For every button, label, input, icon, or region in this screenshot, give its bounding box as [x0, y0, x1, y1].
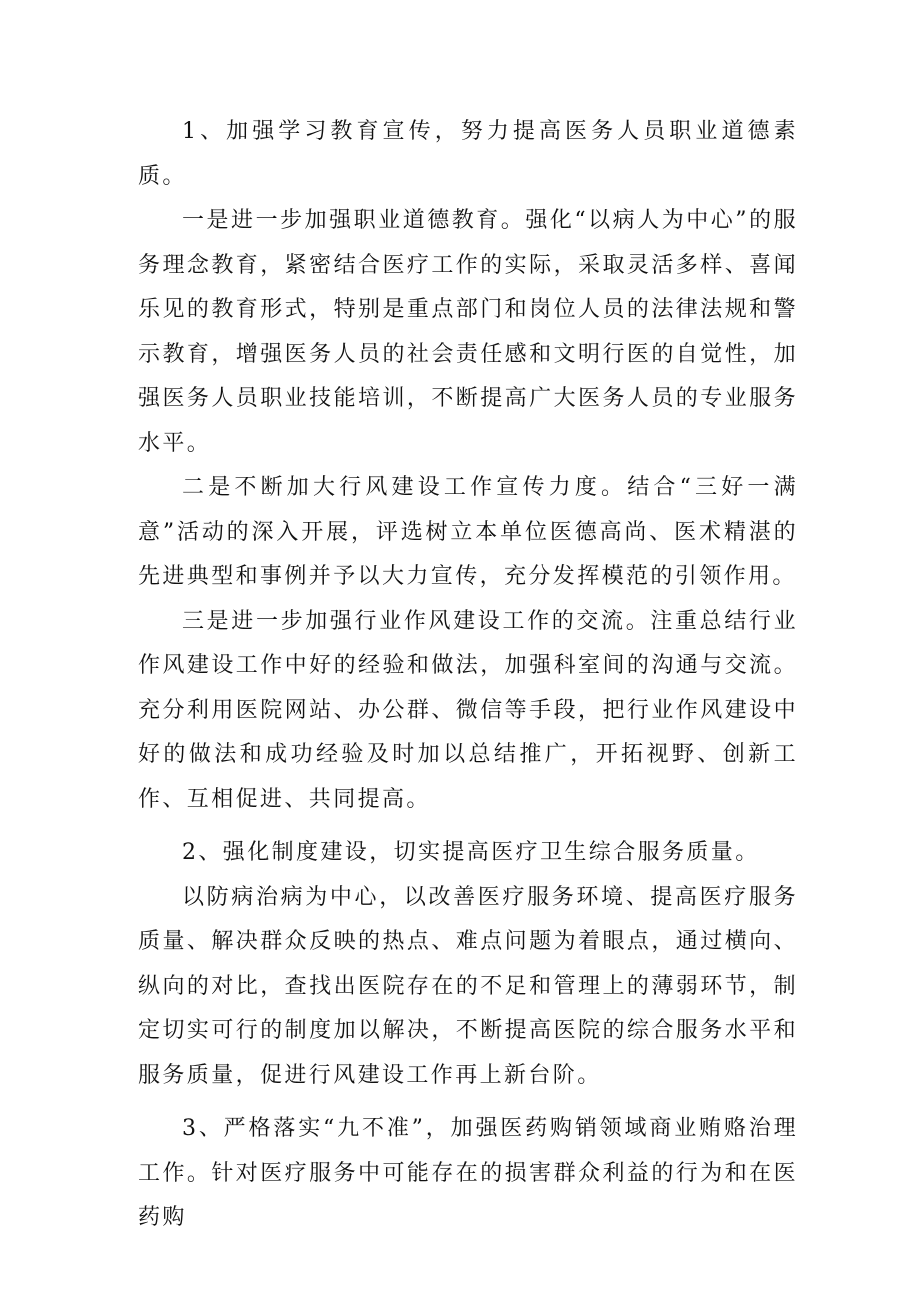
paragraph-system-building: 以防病治病为中心，以改善医疗服务环境、提高医疗服务质量、解决群众反映的热点、难点问题为着眼点，通过横向、纵向的对比，查找出医院存在的不足和管理上的薄弱环节，制定切实可行的制度加以解决，不断提高医院的综合服务水平和服务质量，促进行风建设工作再上新台阶。 [138, 884, 798, 1088]
section-heading-3: 3、严格落实“九不准”，加强医药购销领域商业贿赂治理工作。针对医疗服务中可能存在的损害群众利益的行为和在医药购 [138, 1116, 798, 1230]
section-heading-1: 1、加强学习教育宣传，努力提高医务人员职业道德素质。 [138, 119, 798, 189]
paragraph-professional-ethics-education: 一是进一步加强职业道德教育。强化“以病人为中心”的服务理念教育，紧密结合医疗工作的实际，采取灵活多样、喜闻乐见的教育形式，特别是重点部门和岗位人员的法律法规和警示教育，增强医务人员的社会责任感和文明行医的自觉性，加强医务人员职业技能培训，不断提高广大医务人员的专业服务水平。 [138, 208, 798, 456]
document-body [138, 110, 798, 1241]
paragraph-publicity-efforts: 二是不断加大行风建设工作宣传力度。结合“三好一满意”活动的深入开展，评选树立本单位医德高尚、医术精湛的先进典型和事例并予以大力宣传，充分发挥模范的引领作用。 [138, 475, 798, 589]
paragraph-experience-exchange: 三是进一步加强行业作风建设工作的交流。注重总结行业作风建设工作中好的经验和做法，加强科室间的沟通与交流。充分利用医院网站、办公群、微信等手段，把行业作风建设中好的做法和成功经验及时加以总结推广，开拓视野、创新工作、互相促进、共同提高。 [138, 608, 798, 812]
section-heading-2: 2、强化制度建设，切实提高医疗卫生综合服务质量。 [182, 840, 760, 865]
